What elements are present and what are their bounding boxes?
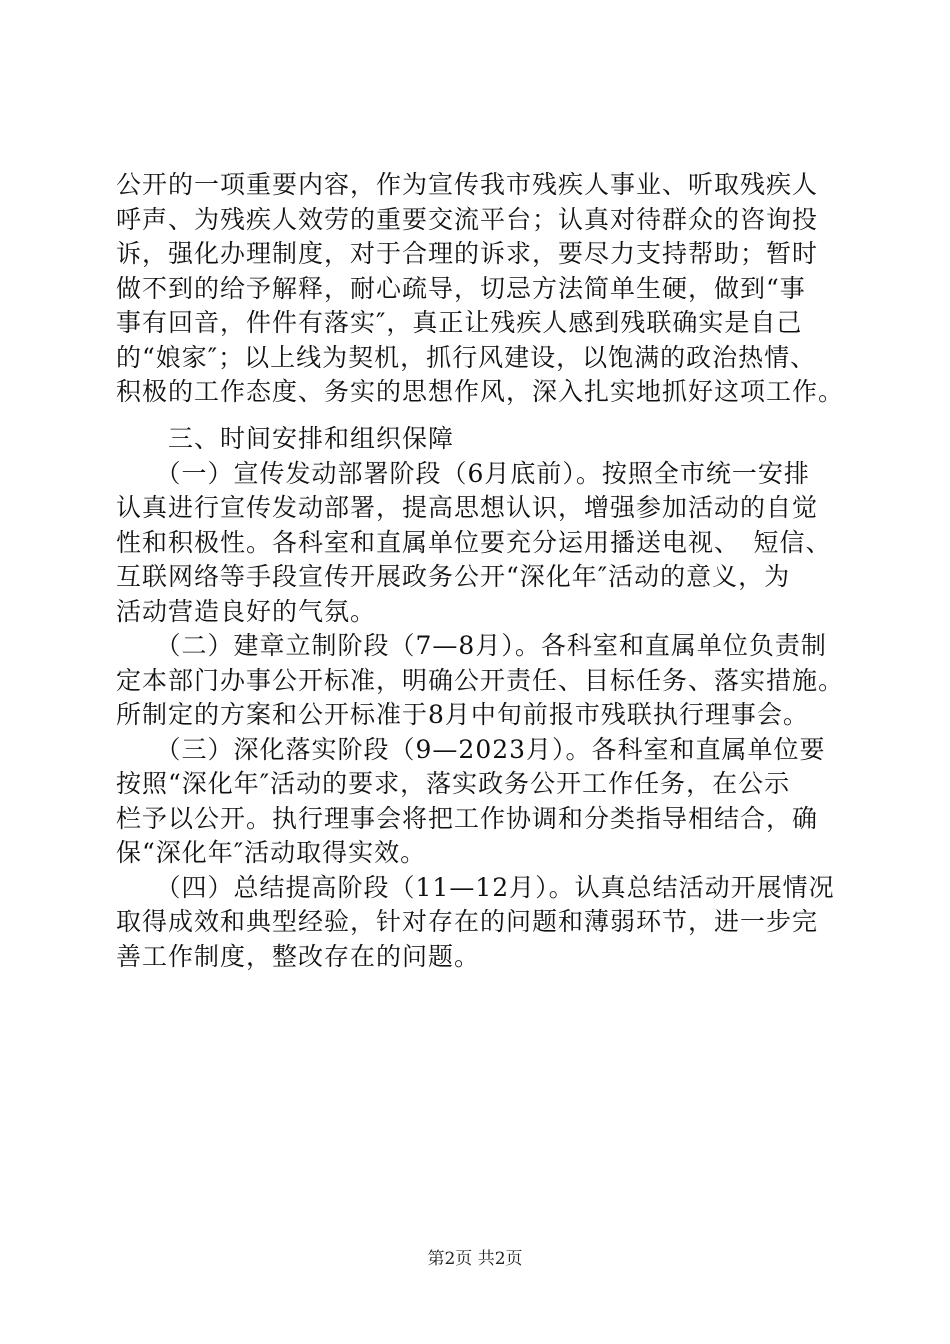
text-line: 栏予以公开。执行理事会将把工作协调和分类指导相结合，确 (116, 803, 819, 833)
text-line: 取得成效和典型经验，针对存在的问题和薄弱环节，进一步完 (116, 907, 819, 936)
text-line: （一）宣传发动部署阶段（6月底前）。按照全市统一安排 (116, 458, 810, 488)
text-line: 积极的工作态度、务实的思想作风，深入扎实地抓好这项工作。 (116, 377, 845, 406)
section-schedule (116, 422, 846, 974)
page-footer (0, 1244, 950, 1269)
text-line: （四）总结提高阶段（11—12月）。认真总结活动开展情况 (116, 872, 835, 902)
text-line: 的“娘家″；以上线为契机，抓行风建设，以饱满的政治热情、 (116, 342, 817, 372)
text-line: （二）建章立制阶段（7—8月）。各科室和直属单位负责制 (116, 631, 827, 660)
text-line: 认真进行宣传发动部署，提高思想认识，增强参加活动的自觉 (116, 493, 819, 522)
text-line: 保“深化年″活动取得实效。 (116, 838, 427, 867)
text-line: 定本部门办事公开标准，明确公开责任、目标任务、落实措施。 (116, 665, 845, 695)
text-line: 呼声、为残疾人效劳的重要交流平台；认真对待群众的咨询投 (116, 204, 819, 234)
page-number: 第2页 共2页 (427, 1249, 523, 1269)
paragraph-continuation (116, 168, 846, 410)
text-line: 所制定的方案和公开标准于8月中旬前报市残联执行理事会。 (116, 700, 809, 729)
text-line: 互联网络等手段宣传开展政务公开“深化年″活动的意义，为 (116, 562, 791, 591)
section-heading: 三、时间安排和组织保障 (116, 424, 455, 453)
text-line: 善工作制度，整改存在的问题。 (116, 941, 481, 971)
text-line: 做不到的给予解释，耐心疏导，切忌方法简单生硬，做到“事 (116, 273, 806, 303)
text-line: （三）深化落实阶段（9—2023月）。各科室和直属单位要 (116, 734, 826, 764)
text-line: 按照“深化年″活动的要求，落实政务公开工作任务，在公示 (116, 769, 791, 798)
text-line: 诉，强化办理制度，对于合理的诉求，要尽力支持帮助；暂时 (116, 239, 819, 268)
text-line: 性和积极性。各科室和直属单位要充分运用播送电视、 短信、 (116, 527, 832, 557)
text-line: 事有回音，件件有落实″，真正让残疾人感到残联确实是自己 (116, 308, 803, 337)
text-line: 活动营造良好的气氛。 (116, 596, 377, 626)
text-line: 公开的一项重要内容，作为宣传我市残疾人事业、听取残疾人 (116, 170, 819, 199)
